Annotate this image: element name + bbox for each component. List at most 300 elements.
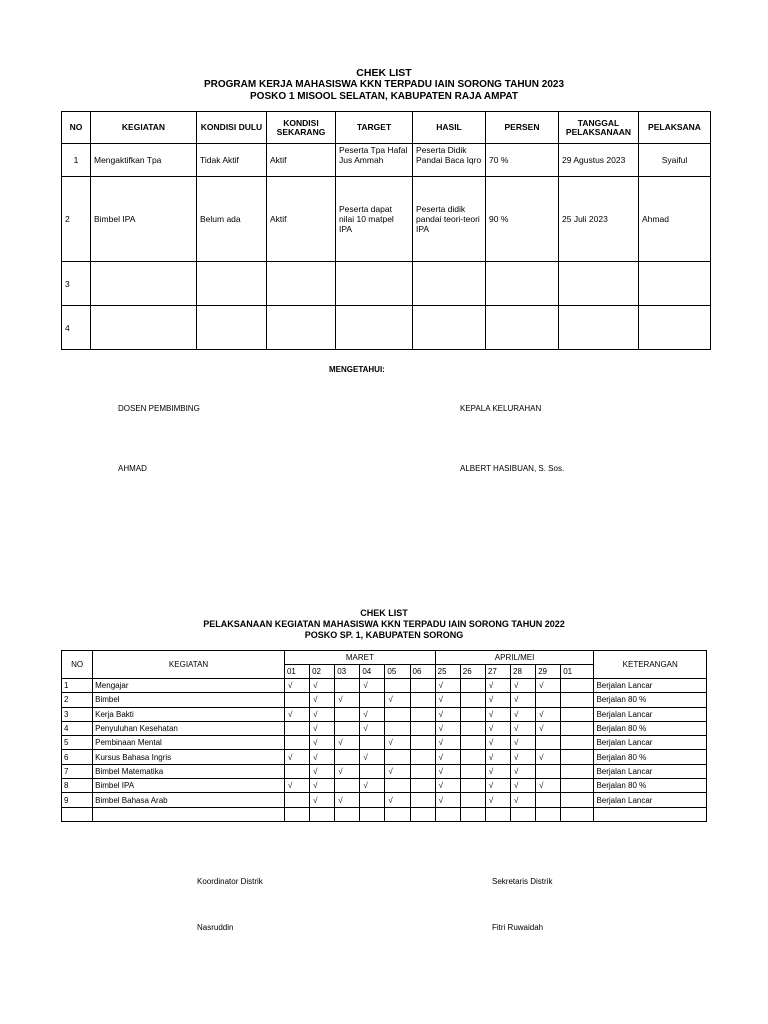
check-mark-icon: √ bbox=[313, 724, 318, 734]
check-cell bbox=[335, 764, 360, 778]
check-mark-icon: √ bbox=[438, 781, 444, 791]
check-cell bbox=[360, 693, 385, 707]
check-mark-icon: √ bbox=[438, 695, 444, 705]
check-cell bbox=[335, 807, 360, 821]
cell-kondisi-sekarang: Aktif bbox=[267, 144, 336, 177]
check-mark-icon: √ bbox=[514, 795, 519, 805]
cell-keterangan: Berjalan Lancar bbox=[594, 679, 707, 693]
check-mark-icon: √ bbox=[488, 695, 494, 705]
check-cell bbox=[310, 807, 335, 821]
koordinator-distrik-name: Nasruddin bbox=[197, 923, 234, 932]
check-cell bbox=[410, 693, 435, 707]
cell-keterangan: Berjalan 80 % bbox=[594, 693, 707, 707]
header-kegiatan: KEGIATAN bbox=[91, 112, 197, 144]
check-cell bbox=[485, 779, 510, 793]
cell-kondisi-dulu: Belum ada bbox=[197, 177, 267, 262]
koordinator-distrik-label: Koordinator Distrik bbox=[197, 877, 263, 886]
check-mark-icon: √ bbox=[539, 724, 544, 734]
title-line: PROGRAM KERJA MAHASISWA KKN TERPADU IAIN SORONG TAHUN 2023 bbox=[203, 79, 565, 90]
check-mark-icon: √ bbox=[514, 709, 519, 719]
check-mark-icon: √ bbox=[363, 681, 368, 691]
check-cell bbox=[511, 764, 536, 778]
table-header-row bbox=[62, 112, 711, 144]
check-mark-icon: √ bbox=[514, 738, 519, 748]
check-cell bbox=[511, 721, 536, 735]
check-cell bbox=[410, 793, 435, 807]
check-cell bbox=[485, 693, 510, 707]
check-cell bbox=[310, 736, 335, 750]
cell-hasil: Peserta Didik Pandai Baca Iqro bbox=[413, 144, 486, 177]
cell-tanggal bbox=[559, 262, 639, 306]
header-day: 04 bbox=[360, 665, 385, 679]
cell-kegiatan: Bimbel IPA bbox=[91, 177, 197, 262]
table-row bbox=[62, 144, 711, 177]
check-cell bbox=[284, 793, 309, 807]
cell-keterangan: Berjalan Lancar bbox=[594, 764, 707, 778]
cell-pelaksana: Syaiful bbox=[639, 144, 711, 177]
check-mark-icon: √ bbox=[287, 752, 293, 762]
check-cell bbox=[284, 779, 309, 793]
check-cell bbox=[460, 721, 485, 735]
table-row bbox=[62, 750, 707, 764]
check-cell bbox=[485, 736, 510, 750]
check-mark-icon: √ bbox=[514, 681, 519, 691]
check-mark-icon: √ bbox=[287, 681, 293, 691]
check-mark-icon: √ bbox=[313, 781, 318, 791]
check-mark-icon: √ bbox=[438, 766, 444, 776]
check-cell bbox=[284, 764, 309, 778]
check-cell bbox=[561, 707, 594, 721]
cell-hasil: Peserta didik pandai teori-teori IPA bbox=[413, 177, 486, 262]
check-cell bbox=[385, 793, 410, 807]
cell-kegiatan bbox=[91, 306, 197, 350]
check-cell bbox=[310, 750, 335, 764]
cell-kegiatan: Kursus Bahasa Ingris bbox=[93, 750, 285, 764]
table-row bbox=[62, 262, 711, 306]
check-cell bbox=[410, 764, 435, 778]
check-cell bbox=[561, 736, 594, 750]
check-cell bbox=[410, 679, 435, 693]
title-line: PELAKSANAAN KEGIATAN MAHASISWA KKN TERPADU IAIN SORONG TAHUN 2022 bbox=[203, 619, 565, 629]
check-cell bbox=[385, 764, 410, 778]
table-row bbox=[62, 721, 707, 735]
check-cell bbox=[561, 793, 594, 807]
check-mark-icon: √ bbox=[514, 752, 519, 762]
cell-kegiatan bbox=[93, 807, 285, 821]
check-cell bbox=[536, 721, 561, 735]
header-day: 05 bbox=[385, 665, 410, 679]
check-cell bbox=[561, 779, 594, 793]
sekretaris-distrik-label: Sekretaris Distrik bbox=[492, 877, 553, 886]
check-mark-icon: √ bbox=[539, 781, 544, 791]
header-no: NO bbox=[62, 112, 91, 144]
check-cell bbox=[485, 807, 510, 821]
cell-no: 1 bbox=[62, 144, 91, 177]
check-mark-icon: √ bbox=[488, 781, 494, 791]
check-cell bbox=[284, 807, 309, 821]
cell-kegiatan: Bimbel bbox=[93, 693, 285, 707]
cell-kondisi-sekarang bbox=[267, 306, 336, 350]
check-cell bbox=[310, 721, 335, 735]
check-cell bbox=[410, 750, 435, 764]
check-cell bbox=[485, 721, 510, 735]
check-mark-icon: √ bbox=[438, 795, 444, 805]
check-cell bbox=[310, 679, 335, 693]
header-kondisi-sekarang: KONDISI SEKARANG bbox=[267, 112, 336, 144]
check-cell bbox=[410, 779, 435, 793]
cell-tanggal: 25 Juli 2023 bbox=[559, 177, 639, 262]
pelaksanaan-kegiatan-table bbox=[61, 650, 707, 822]
check-cell bbox=[335, 793, 360, 807]
cell-target: Peserta Tpa Hafal Jus Ammah bbox=[336, 144, 413, 177]
table-row bbox=[62, 707, 707, 721]
check-mark-icon: √ bbox=[313, 695, 318, 705]
header-maret: MARET bbox=[284, 651, 435, 665]
cell-keterangan: Berjalan 80 % bbox=[594, 721, 707, 735]
check-mark-icon: √ bbox=[438, 681, 444, 691]
header-day: 06 bbox=[410, 665, 435, 679]
check-cell bbox=[335, 736, 360, 750]
check-mark-icon: √ bbox=[363, 752, 368, 762]
checklist2-title bbox=[0, 608, 768, 641]
check-cell bbox=[536, 779, 561, 793]
check-mark-icon: √ bbox=[363, 781, 368, 791]
check-cell bbox=[310, 764, 335, 778]
check-cell bbox=[310, 707, 335, 721]
check-cell bbox=[385, 779, 410, 793]
check-cell bbox=[460, 793, 485, 807]
cell-kondisi-sekarang: Aktif bbox=[267, 177, 336, 262]
cell-kondisi-dulu: Tidak Aktif bbox=[197, 144, 267, 177]
cell-keterangan: Berjalan 80 % bbox=[594, 779, 707, 793]
header-day: 01 bbox=[561, 665, 594, 679]
title-line: CHEK LIST bbox=[356, 67, 412, 79]
check-cell bbox=[511, 807, 536, 821]
check-cell bbox=[435, 764, 460, 778]
check-cell bbox=[335, 750, 360, 764]
cell-no: 2 bbox=[62, 177, 91, 262]
check-cell bbox=[435, 707, 460, 721]
check-cell bbox=[360, 779, 385, 793]
cell-kegiatan: Bimbel Matematika bbox=[93, 764, 285, 778]
cell-no bbox=[62, 807, 93, 821]
check-cell bbox=[460, 807, 485, 821]
check-cell bbox=[410, 707, 435, 721]
check-mark-icon: √ bbox=[338, 795, 343, 805]
check-mark-icon: √ bbox=[488, 738, 494, 748]
header-no: NO bbox=[62, 651, 93, 679]
cell-kegiatan: Penyuluhan Kesehatan bbox=[93, 721, 285, 735]
check-cell bbox=[536, 707, 561, 721]
check-cell bbox=[410, 736, 435, 750]
cell-keterangan: Berjalan 80 % bbox=[594, 750, 707, 764]
check-cell bbox=[360, 807, 385, 821]
cell-kondisi-dulu bbox=[197, 306, 267, 350]
cell-keterangan bbox=[594, 807, 707, 821]
cell-no: 7 bbox=[62, 764, 93, 778]
check-cell bbox=[385, 807, 410, 821]
header-kegiatan: KEGIATAN bbox=[93, 651, 285, 679]
check-cell bbox=[360, 764, 385, 778]
program-kerja-table bbox=[61, 111, 711, 350]
check-mark-icon: √ bbox=[313, 709, 318, 719]
cell-kegiatan: Mengaktifkan Tpa bbox=[91, 144, 197, 177]
header-day: 27 bbox=[485, 665, 510, 679]
cell-keterangan: Berjalan Lancar bbox=[594, 707, 707, 721]
cell-no: 8 bbox=[62, 779, 93, 793]
cell-hasil bbox=[413, 306, 486, 350]
check-cell bbox=[511, 736, 536, 750]
cell-kegiatan bbox=[91, 262, 197, 306]
check-mark-icon: √ bbox=[488, 724, 494, 734]
header-kondisi-dulu: KONDISI DULU bbox=[197, 112, 267, 144]
check-cell bbox=[511, 707, 536, 721]
cell-kondisi-sekarang bbox=[267, 262, 336, 306]
check-cell bbox=[410, 807, 435, 821]
table-row bbox=[62, 793, 707, 807]
check-mark-icon: √ bbox=[488, 709, 494, 719]
check-cell bbox=[511, 679, 536, 693]
check-cell bbox=[485, 679, 510, 693]
check-cell bbox=[536, 807, 561, 821]
check-cell bbox=[435, 750, 460, 764]
check-mark-icon: √ bbox=[438, 752, 444, 762]
table-row bbox=[62, 306, 711, 350]
dosen-pembimbing-name: AHMAD bbox=[118, 464, 147, 473]
cell-hasil bbox=[413, 262, 486, 306]
check-cell bbox=[561, 721, 594, 735]
check-cell bbox=[410, 721, 435, 735]
check-mark-icon: √ bbox=[313, 752, 318, 762]
table-row bbox=[62, 779, 707, 793]
check-cell bbox=[435, 807, 460, 821]
check-mark-icon: √ bbox=[488, 795, 494, 805]
cell-pelaksana: Ahmad bbox=[639, 177, 711, 262]
check-mark-icon: √ bbox=[488, 766, 494, 776]
check-cell bbox=[511, 793, 536, 807]
check-mark-icon: √ bbox=[388, 695, 393, 705]
check-cell bbox=[511, 779, 536, 793]
check-mark-icon: √ bbox=[388, 738, 393, 748]
check-cell bbox=[561, 750, 594, 764]
cell-kegiatan: Kerja Bakti bbox=[93, 707, 285, 721]
cell-no: 3 bbox=[62, 707, 93, 721]
check-cell bbox=[536, 679, 561, 693]
check-cell bbox=[435, 693, 460, 707]
header-day: 03 bbox=[335, 665, 360, 679]
check-cell bbox=[335, 721, 360, 735]
table-header-row bbox=[62, 651, 707, 665]
cell-no: 9 bbox=[62, 793, 93, 807]
header-day: 02 bbox=[310, 665, 335, 679]
cell-keterangan: Berjalan Lancar bbox=[594, 736, 707, 750]
check-cell bbox=[435, 793, 460, 807]
title-line: CHEK LIST bbox=[360, 608, 408, 618]
check-mark-icon: √ bbox=[338, 766, 343, 776]
cell-keterangan: Berjalan Lancar bbox=[594, 793, 707, 807]
check-cell bbox=[485, 707, 510, 721]
check-cell bbox=[485, 793, 510, 807]
cell-no: 2 bbox=[62, 693, 93, 707]
cell-persen: 70 % bbox=[486, 144, 559, 177]
table-row bbox=[62, 177, 711, 262]
cell-pelaksana bbox=[639, 306, 711, 350]
sekretaris-distrik-name: Fitri Ruwaidah bbox=[492, 923, 544, 932]
check-mark-icon: √ bbox=[363, 709, 368, 719]
check-cell bbox=[360, 750, 385, 764]
check-cell bbox=[460, 736, 485, 750]
check-cell bbox=[460, 750, 485, 764]
cell-target bbox=[336, 262, 413, 306]
check-cell bbox=[435, 779, 460, 793]
check-mark-icon: √ bbox=[539, 681, 544, 691]
header-hasil: HASIL bbox=[413, 112, 486, 144]
check-cell bbox=[284, 750, 309, 764]
cell-target bbox=[336, 306, 413, 350]
check-mark-icon: √ bbox=[488, 681, 494, 691]
check-cell bbox=[310, 793, 335, 807]
check-cell bbox=[310, 693, 335, 707]
check-cell bbox=[310, 779, 335, 793]
check-cell bbox=[435, 736, 460, 750]
check-cell bbox=[561, 807, 594, 821]
cell-no: 1 bbox=[62, 679, 93, 693]
table-row bbox=[62, 736, 707, 750]
header-persen: PERSEN bbox=[486, 112, 559, 144]
header-day: 01 bbox=[284, 665, 309, 679]
check-mark-icon: √ bbox=[514, 766, 519, 776]
check-cell bbox=[536, 793, 561, 807]
cell-no: 4 bbox=[62, 306, 91, 350]
check-cell bbox=[485, 764, 510, 778]
header-keterangan: KETERANGAN bbox=[594, 651, 707, 679]
check-cell bbox=[284, 736, 309, 750]
table-row bbox=[62, 693, 707, 707]
table-row bbox=[62, 807, 707, 821]
cell-kegiatan: Mengajar bbox=[93, 679, 285, 693]
header-day: 29 bbox=[536, 665, 561, 679]
cell-kegiatan: Pembinaan Mental bbox=[93, 736, 285, 750]
check-mark-icon: √ bbox=[539, 752, 544, 762]
header-target: TARGET bbox=[336, 112, 413, 144]
dosen-pembimbing-label: DOSEN PEMBIMBING bbox=[118, 404, 200, 413]
check-cell bbox=[460, 764, 485, 778]
check-mark-icon: √ bbox=[287, 781, 293, 791]
check-cell bbox=[536, 750, 561, 764]
check-mark-icon: √ bbox=[514, 695, 519, 705]
check-mark-icon: √ bbox=[313, 738, 318, 748]
cell-kegiatan: Bimbel IPA bbox=[93, 779, 285, 793]
cell-pelaksana bbox=[639, 262, 711, 306]
cell-kegiatan: Bimbel Bahasa Arab bbox=[93, 793, 285, 807]
check-cell bbox=[360, 707, 385, 721]
check-cell bbox=[511, 750, 536, 764]
check-cell bbox=[335, 679, 360, 693]
cell-no: 3 bbox=[62, 262, 91, 306]
check-cell bbox=[435, 679, 460, 693]
check-cell bbox=[335, 707, 360, 721]
check-cell bbox=[435, 721, 460, 735]
check-cell bbox=[460, 779, 485, 793]
header-day: 25 bbox=[435, 665, 460, 679]
check-cell bbox=[561, 679, 594, 693]
check-cell bbox=[460, 707, 485, 721]
check-cell bbox=[385, 679, 410, 693]
check-cell bbox=[536, 736, 561, 750]
header-pelaksana: PELAKSANA bbox=[639, 112, 711, 144]
cell-tanggal bbox=[559, 306, 639, 350]
check-cell bbox=[360, 679, 385, 693]
check-mark-icon: √ bbox=[338, 695, 343, 705]
title-line: POSKO 1 MISOOL SELATAN, KABUPATEN RAJA AMPAT bbox=[250, 91, 518, 102]
check-mark-icon: √ bbox=[363, 724, 368, 734]
check-mark-icon: √ bbox=[514, 781, 519, 791]
pelaksanaan-table-body bbox=[62, 679, 707, 822]
check-cell bbox=[385, 736, 410, 750]
cell-persen bbox=[486, 306, 559, 350]
table-row bbox=[62, 764, 707, 778]
checklist1-title bbox=[0, 67, 768, 103]
check-cell bbox=[385, 721, 410, 735]
cell-no: 5 bbox=[62, 736, 93, 750]
cell-no: 6 bbox=[62, 750, 93, 764]
check-mark-icon: √ bbox=[388, 795, 393, 805]
check-cell bbox=[561, 693, 594, 707]
cell-no: 4 bbox=[62, 721, 93, 735]
check-cell bbox=[460, 679, 485, 693]
check-mark-icon: √ bbox=[313, 681, 318, 691]
check-mark-icon: √ bbox=[338, 738, 343, 748]
check-mark-icon: √ bbox=[313, 795, 318, 805]
header-day: 28 bbox=[511, 665, 536, 679]
check-cell bbox=[284, 721, 309, 735]
check-cell bbox=[360, 736, 385, 750]
check-mark-icon: √ bbox=[514, 724, 519, 734]
check-cell bbox=[385, 693, 410, 707]
header-day: 26 bbox=[460, 665, 485, 679]
cell-tanggal: 29 Agustus 2023 bbox=[559, 144, 639, 177]
check-cell bbox=[360, 721, 385, 735]
check-cell bbox=[385, 707, 410, 721]
check-cell bbox=[284, 693, 309, 707]
check-cell bbox=[511, 693, 536, 707]
check-cell bbox=[460, 693, 485, 707]
cell-persen: 90 % bbox=[486, 177, 559, 262]
check-cell bbox=[284, 707, 309, 721]
cell-persen bbox=[486, 262, 559, 306]
mengetahui-label: MENGETAHUI: bbox=[329, 365, 385, 374]
check-mark-icon: √ bbox=[438, 738, 444, 748]
kepala-kelurahan-label: KEPALA KELURAHAN bbox=[460, 404, 542, 413]
check-mark-icon: √ bbox=[488, 752, 494, 762]
check-mark-icon: √ bbox=[388, 766, 393, 776]
header-tanggal: TANGGAL PELAKSANAAN bbox=[559, 112, 639, 144]
title-line: POSKO SP. 1, KABUPATEN SORONG bbox=[304, 630, 464, 640]
table-row bbox=[62, 679, 707, 693]
check-cell bbox=[335, 779, 360, 793]
header-aprilmei: APRIL/MEI bbox=[435, 651, 594, 665]
check-cell bbox=[485, 750, 510, 764]
kepala-kelurahan-name: ALBERT HASIBUAN, S. Sos. bbox=[460, 464, 565, 473]
cell-target: Peserta dapat nilai 10 matpel IPA bbox=[336, 177, 413, 262]
check-cell bbox=[385, 750, 410, 764]
check-mark-icon: √ bbox=[287, 709, 293, 719]
check-cell bbox=[360, 793, 385, 807]
check-mark-icon: √ bbox=[539, 709, 544, 719]
check-cell bbox=[561, 764, 594, 778]
check-mark-icon: √ bbox=[313, 766, 318, 776]
check-cell bbox=[536, 764, 561, 778]
